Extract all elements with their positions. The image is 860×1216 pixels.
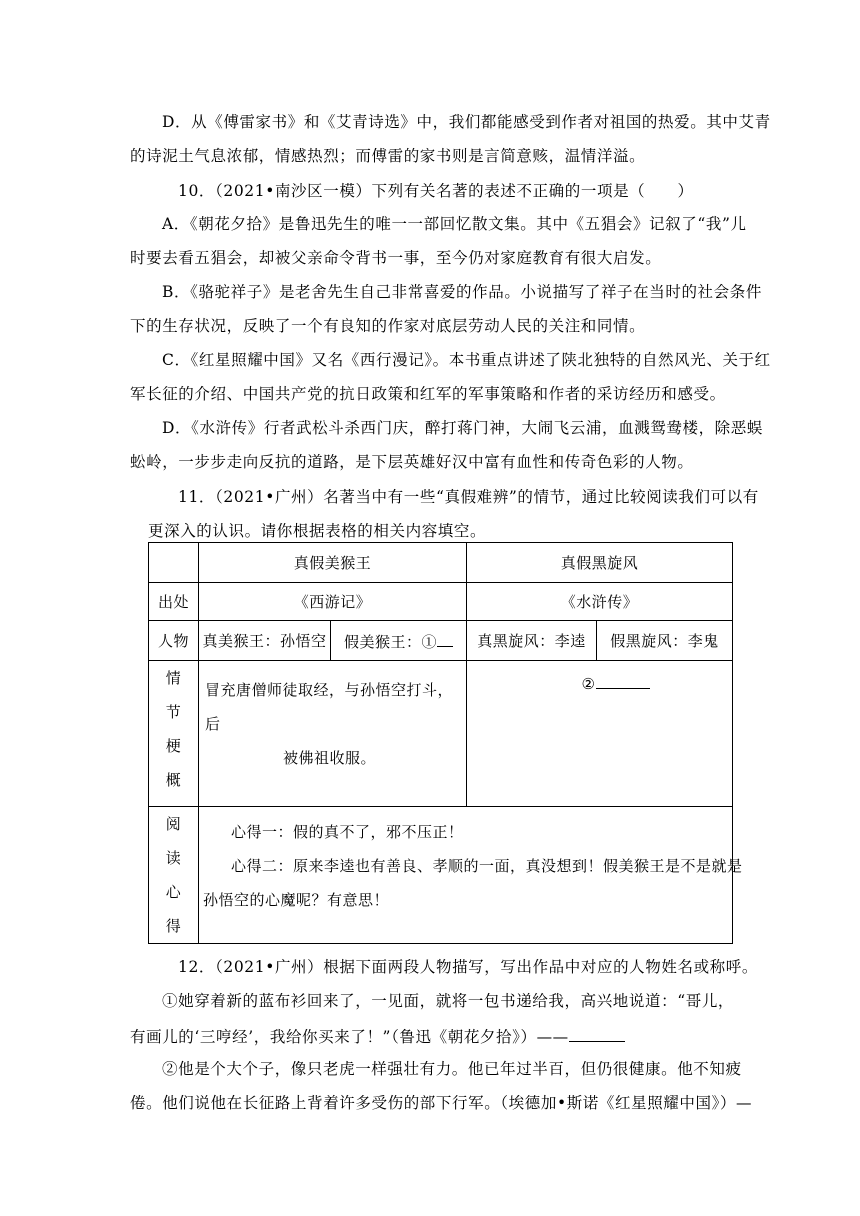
table-corner-cell [149,543,199,583]
row-label-notes [149,807,199,944]
q12-passage1-line1: ①她穿着新的蓝布衫回来了，一见面，就将一包书递给我，高兴地说道：“哥儿， [162,992,735,1010]
note-1: 心得一：假的真不了，邪不压正！ [231,823,464,841]
comparison-table [148,542,743,944]
people-fake-monkey [331,621,467,661]
q12-passage2-line1: ②他是个大个子，像只老虎一样强壮有力。他已年过半百，但仍很健康。他不知疲 [162,1060,742,1078]
q12-stem: 12．（2021•广州）根据下面两段人物描写，写出作品中对应的人物姓名或称呼。 [178,958,758,976]
q11-stem-line2: 更深入的认识。请你根据表格的相关内容填空。 [148,522,487,540]
q12-passage1-line2 [130,1025,625,1047]
q10-option-a-line2: 时要去看五猖会，却被父亲命令背书一事，至今仍对家庭教育有很大启发。 [130,249,662,267]
q9-option-d-line1: D．从《傅雷家书》和《艾青诗选》中，我们都能感受到作者对祖国的热爱。其中艾青 [162,113,771,131]
row-label-source: 出处 [149,583,199,621]
row-label-plot-char: 梗 [165,737,182,755]
row-label-plot-char: 概 [165,771,182,789]
row-label-notes-char: 得 [165,917,182,935]
q10-option-d-line2: 蚣岭，一步步走向反抗的道路，是下层英雄好汉中富有血性和传奇色彩的人物。 [130,453,694,471]
row-label-plot-char: 节 [165,703,182,721]
row-label-notes-char: 阅 [165,815,182,833]
plot-left-line2: 被佛祖收服。 [283,749,377,767]
answer-blank-3[interactable] [569,1025,625,1042]
q10-option-b-line1: B．《骆驼祥子》是老舍先生自己非常喜爱的作品。小说描写了祥子在当时的社会条件 [162,283,762,301]
table-head-right: 真假黑旋风 [467,543,733,583]
q10-option-b-line2: 下的生存状况，反映了一个有良知的作家对底层劳动人民的关注和同情。 [130,317,646,335]
q11-stem-line1: 11．（2021•广州）名著当中有一些“真假难辨”的情节，通过比较阅读我们可以有 [178,488,759,506]
q10-option-c-line2: 军长征的介绍、中国共产党的抗日政策和红军的军事策略和作者的采访经历和感受。 [130,385,726,403]
q12-passage2-line2: 倦。他们说他在长征路上背着许多受伤的部下行军。（埃德加•斯诺《红星照耀中国》）— [130,1094,753,1112]
people-true-monkey: 真美猴王：孙悟空 [199,621,331,661]
note-2-line2: 孙悟空的心魔呢？有意思！ [203,891,390,909]
answer-blank-2[interactable] [596,674,650,689]
table-head-left: 真假美猴王 [199,543,467,583]
plot-left [199,661,467,807]
row-label-plot-char: 情 [165,669,182,687]
q10-option-d-line1: D．《水浒传》行者武松斗杀西门庆，醉打蒋门神，大闹飞云浦，血溅鸳鸯楼，除恶蜈 [162,419,763,437]
row-label-plot [149,661,199,807]
source-right: 《水浒传》 [467,583,733,621]
source-left: 《西游记》 [199,583,467,621]
plot-right-label: ② [581,675,596,693]
note-2-line1: 心得二：原来李逵也有善良、孝顺的一面，真没想到！假美猴王是不是就是 [231,857,743,875]
q12-passage1-line2-text: 有画儿的‘三哼经’，我给你买来了！”（鲁迅《朝花夕拾》）—— [130,1028,569,1046]
people-fake-li-kui: 假黑旋风：李鬼 [597,621,733,661]
people-fake-monkey-label: 假美猴王：① [344,632,438,651]
row-label-notes-char: 心 [165,883,182,901]
q10-option-c-line1: C．《红星照耀中国》又名《西行漫记》。本书重点讲述了陕北独特的自然风光、关于红 [162,351,771,369]
plot-left-line1: 冒充唐僧师徒取经，与孙悟空打斗，后 [205,681,454,733]
q10-option-a-line1: A．《朝花夕拾》是鲁迅先生的唯一一部回忆散文集。其中《五猖会》记叙了“我”儿 [162,215,747,233]
q10-stem: 10．（2021•南沙区一模）下列有关名著的表述不正确的一项是（ ） [178,182,694,200]
q9-option-d-line2: 的诗泥土气息浓郁，情感热烈；而傅雷的家书则是言简意赅，温情洋溢。 [130,147,646,165]
row-label-people: 人物 [149,621,199,661]
people-true-li-kui: 真黑旋风：李逵 [467,621,597,661]
reading-notes [199,807,743,944]
row-label-notes-char: 读 [165,849,182,867]
answer-blank-1[interactable] [437,630,453,647]
plot-right [467,661,733,807]
